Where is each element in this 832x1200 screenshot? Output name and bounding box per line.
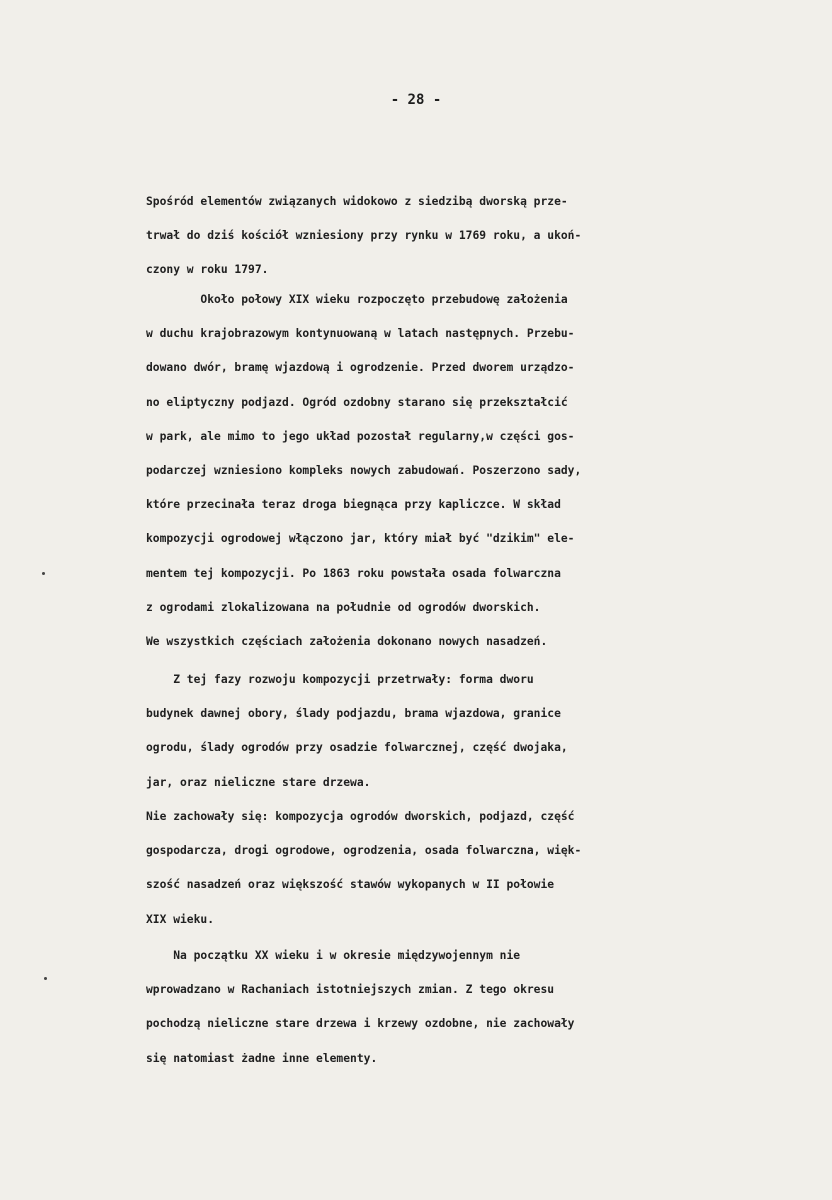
text-line: Nie zachowały się: kompozycja ogrodów dworskich, podjazd, część [146, 810, 575, 823]
text-line: jar, oraz nieliczne stare drzewa. [146, 775, 371, 789]
text-line: w park, ale mimo to jego układ pozostał regularny,w części gos- [146, 429, 575, 443]
text-line: no eliptyczny podjazd. Ogród ozdobny starano się przekształcić [146, 395, 568, 409]
text-line: Na początku XX wieku i w okresie międzywojennym nie [146, 949, 521, 962]
text-line: z ogrodami zlokalizowana na południe od ogrodów dworskich. [146, 600, 541, 614]
text-line: podarczej wzniesiono kompleks nowych zabudowań. Poszerzono sady, [146, 463, 582, 477]
text-line: We wszystkich częściach założenia dokonano nowych nasadzeń. [146, 634, 548, 648]
text-line: budynek dawnej obory, ślady podjazdu, brama wjazdowa, granice [146, 707, 561, 721]
text-line: XIX wieku. [146, 912, 215, 926]
text-line: Z tej fazy rozwoju kompozycji przetrwały: forma dworu [146, 673, 534, 686]
text-line: które przecinała teraz droga biegnąca przy kapliczce. W skład [146, 498, 561, 512]
margin-dot [42, 572, 45, 575]
text-line: wprowadzano w Rachaniach istotniejszych zmian. Z tego okresu [146, 983, 555, 997]
text-line: pochodzą nieliczne stare drzewa i krzewy ozdobne, nie zachowały [146, 1017, 575, 1031]
text-line: mentem tej kompozycji. Po 1863 roku powstała osada folwarczna [146, 566, 561, 580]
text-line: trwał do dziś kościół wzniesiony przy rynku w 1769 roku, a ukoń- [146, 229, 582, 243]
text-line: Około połowy XIX wieku rozpoczęto przebudowę założenia [146, 293, 568, 306]
text-line: czony w roku 1797. [146, 263, 269, 277]
text-line: się natomiast żadne inne elementy. [146, 1051, 378, 1065]
text-line: gospodarcza, drogi ogrodowe, ogrodzenia, osada folwarczna, więk- [146, 844, 582, 858]
paragraph-landscape-rebuild [146, 283, 818, 659]
text-line: kompozycji ogrodowej włączono jar, który miał być "dzikim" ele- [146, 532, 575, 546]
text-line: dowano dwór, bramę wjazdową i ogrodzenie. Przed dworem urządzo- [146, 361, 575, 375]
page-number: - 28 - [390, 92, 442, 108]
paragraph-twentieth-century [146, 939, 818, 1076]
paragraph-lost-elements [146, 800, 818, 937]
text-line: szość nasadzeń oraz większość stawów wykopanych w II połowie [146, 878, 555, 892]
text-line: ogrodu, ślady ogrodów przy osadzie folwarcznej, część dwojaka, [146, 741, 568, 755]
paragraph-surviving-elements [146, 663, 818, 800]
text-line: Spośród elementów związanych widokowo z siedzibą dworską prze- [146, 195, 568, 208]
paragraph-churches [146, 185, 818, 288]
text-line: w duchu krajobrazowym kontynuowaną w latach następnych. Przebu- [146, 327, 575, 341]
margin-dot [44, 977, 47, 980]
